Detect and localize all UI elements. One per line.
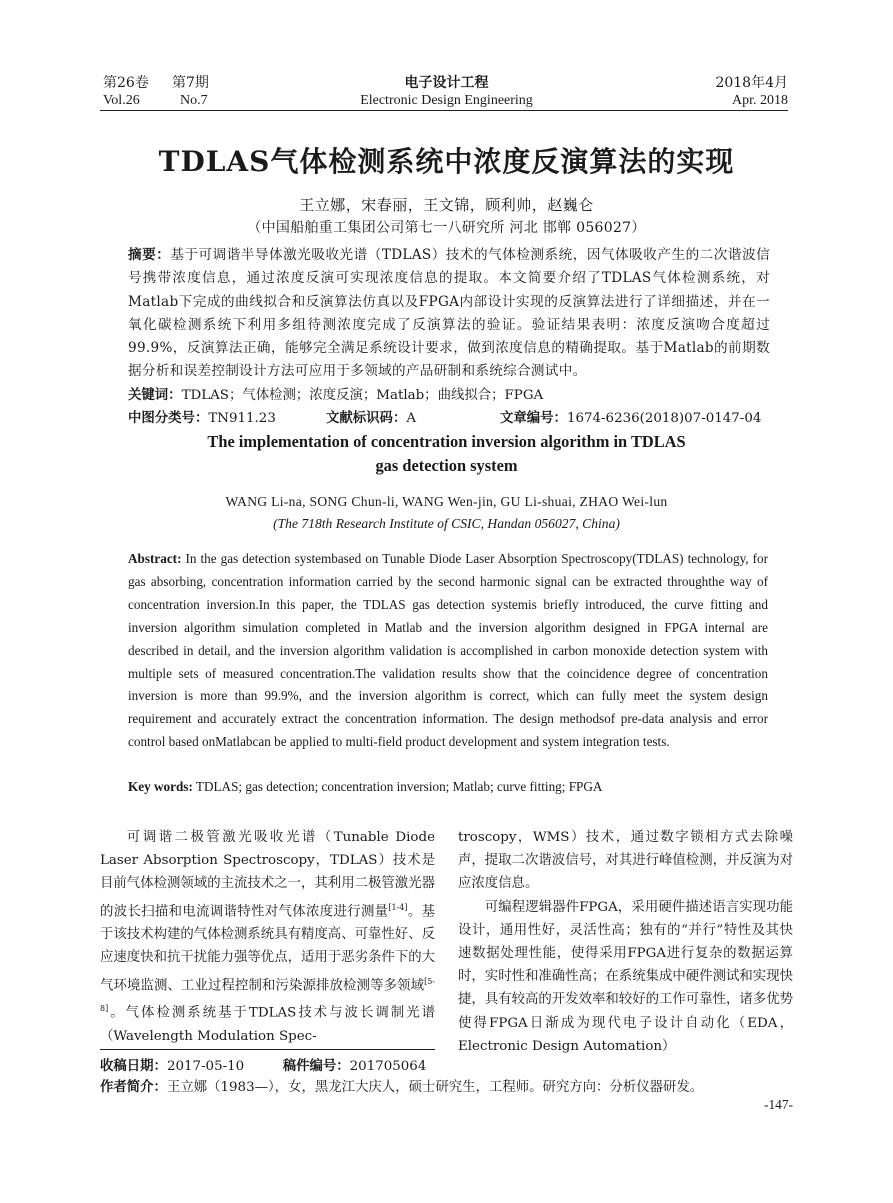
header-date-en: Apr. 2018 bbox=[732, 93, 788, 108]
abstract-cn-label: 摘要： bbox=[128, 247, 171, 263]
footnote-divider bbox=[100, 1049, 435, 1050]
received-value: 2017-05-10 bbox=[166, 1059, 245, 1074]
doc-code-value: A bbox=[406, 411, 417, 426]
doc-code-label: 文献标识码： bbox=[326, 411, 407, 426]
abstract-en-label: Abstract: bbox=[128, 551, 182, 566]
header-volume-en: Vol.26 bbox=[103, 93, 140, 108]
manuscript-value: 201705064 bbox=[349, 1059, 427, 1074]
body-column-right bbox=[458, 826, 793, 1058]
clc-value: TN911.23 bbox=[208, 411, 276, 426]
body-paragraph: 可调谐二极管激光吸收光谱（Tunable Diode Laser Absorption Spectroscopy，TDLAS）技术是目前气体检测领域的主流技术之一，其利用二极管激光器的波长扫描和电流调谐特性对气体浓度进行测量[1-4]。基于该技术构建的气体检测系统具有精度高、可靠性好、反应速度快和抗干扰能力强等优点，适用于恶劣条件下的大气环境监测、工业过程控制和污染源排放检测等多领域[5-8]。气体检测系统基于TDLAS技术与波长调制光谱（Wavelength Modulation Spec- bbox=[100, 830, 435, 1045]
received-label: 收稿日期： bbox=[100, 1059, 167, 1074]
author-bio-label: 作者简介： bbox=[100, 1080, 167, 1095]
body-paragraph: troscopy，WMS）技术，通过数字锁相方式去除噪声，提取二次谐波信号，对其进行峰值检测，并反演为对应浓度信息。 bbox=[458, 830, 793, 892]
page-number: -147- bbox=[763, 1097, 793, 1112]
article-number-value: 1674-6236(2018)07-0147-04 bbox=[566, 411, 762, 426]
abstract-cn-text: 基于可调谐半导体激光吸收光谱（TDLAS）技术的气体检测系统，因气体吸收产生的二次谐波信号携带浓度信息，通过浓度反演可实现浓度信息的提取。本文简要介绍了TDLAS气体检测系统，对Matlab下完成的曲线拟合和反演算法仿真以及FPGA内部设计实现的反演算法进行了详细描述，并在一氧化碳检测系统下利用多组待测浓度完成了反演算法的验证。验证结果表明：浓度反演吻合度超过99.9%，反演算法正确，能够完全满足系统设计要求，做到浓度信息的精确提取。基于Matlab的前期数据分析和误差控制设计方法可应用于多领域的产品研制和系统综合测试中。 bbox=[128, 247, 770, 380]
body-paragraph: 可编程逻辑器件FPGA，采用硬件描述语言实现功能设计，通用性好，灵活性高；独有的“并行”特性及其快速数据处理性能，使得采用FPGA进行复杂的数据运算时，实时性和准确性高；在系统集成中硬件测试和实现快捷，具有较高的开发效率和较好的工作可靠性，诸多优势使得FPGA日渐成为现代电子设计自动化（EDA，Electronic Design Automation） bbox=[458, 899, 793, 1054]
keywords-cn bbox=[128, 384, 770, 403]
abstract-cn bbox=[128, 244, 770, 384]
citation: [5-8] bbox=[100, 976, 435, 1014]
author-bio bbox=[100, 1076, 790, 1095]
paper-title: TDLAS气体检测系统中浓度反演算法的实现 bbox=[158, 145, 735, 178]
body-column-left bbox=[100, 826, 435, 1048]
header-issue-en: No.7 bbox=[180, 93, 208, 108]
author-list: 王立娜，宋春丽，王文锦，顾利帅，赵巍仑 bbox=[299, 196, 594, 214]
paper-title-en-line1: The implementation of concentration inversion algorithm in TDLAS bbox=[207, 432, 686, 451]
abstract-en-text: In the gas detection systembased on Tunable Diode Laser Absorption Spectroscopy(TDLAS) technology, for gas absorbing, concentration information carried by the second harmonic signal can be extracted throughthe way of concentration inversion.In this paper, the TDLAS gas detection systemis briefly introduced, the curve fitting and inversion algorithm simulation completed in Matlab and the inversion algorithm designed in FPGA internal are described in detail, and the inversion algorithm validation is accomplished in carbon monoxide detection system with multiple sets of measured concentration.The validation results show that the coincidence degree of concentration inversion is more than 99.9%, and the inversion algorithm is correct, which can fully meet the system design requirement and accurately extract the concentration information. The design methodsof pre-data analysis and error control based onMatlabcan be applied to multi-field product development and system integration tests. bbox=[128, 551, 769, 750]
manuscript-label: 稿件编号： bbox=[282, 1059, 350, 1074]
header-date-cn: 2018年4月 bbox=[715, 75, 788, 91]
author-bio-text: 王立娜（1983—），女，黑龙江大庆人，硕士研究生，工程师。研究方向：分析仪器研发。 bbox=[166, 1080, 704, 1095]
header-journal-cn: 电子设计工程 bbox=[404, 75, 489, 91]
abstract-en bbox=[128, 548, 768, 754]
affiliation-en: (The 718th Research Institute of CSIC, Handan 056027, China) bbox=[273, 516, 620, 531]
author-list-en: WANG Li-na, SONG Chun-li, WANG Wen-jin, GU Li-shuai, ZHAO Wei-lun bbox=[225, 494, 668, 509]
paper-title-en bbox=[100, 430, 793, 478]
keywords-en bbox=[128, 779, 768, 795]
clc-label: 中图分类号： bbox=[128, 411, 209, 426]
classification-row bbox=[128, 407, 770, 427]
paper-title-en-line2: gas detection system bbox=[375, 456, 518, 475]
keywords-en-text: TDLAS; gas detection; concentration inversion; Matlab; curve fitting; FPGA bbox=[195, 779, 603, 794]
header-journal-en: Electronic Design Engineering bbox=[360, 93, 533, 108]
affiliation: （中国船舶重工集团公司第七一八研究所 河北 邯郸 056027） bbox=[247, 220, 646, 236]
article-number-label: 文章编号： bbox=[500, 411, 567, 426]
header-divider bbox=[100, 110, 788, 111]
keywords-cn-label: 关键词： bbox=[128, 388, 182, 403]
header-volume-cn: 第26卷 bbox=[103, 75, 149, 91]
keywords-cn-text: TDLAS；气体检测；浓度反演；Matlab；曲线拟合；FPGA bbox=[181, 388, 544, 403]
keywords-en-label: Key words: bbox=[128, 779, 193, 794]
header-issue-cn: 第7期 bbox=[172, 75, 209, 91]
citation: [1-4] bbox=[388, 902, 408, 912]
received-date-line bbox=[100, 1055, 426, 1074]
